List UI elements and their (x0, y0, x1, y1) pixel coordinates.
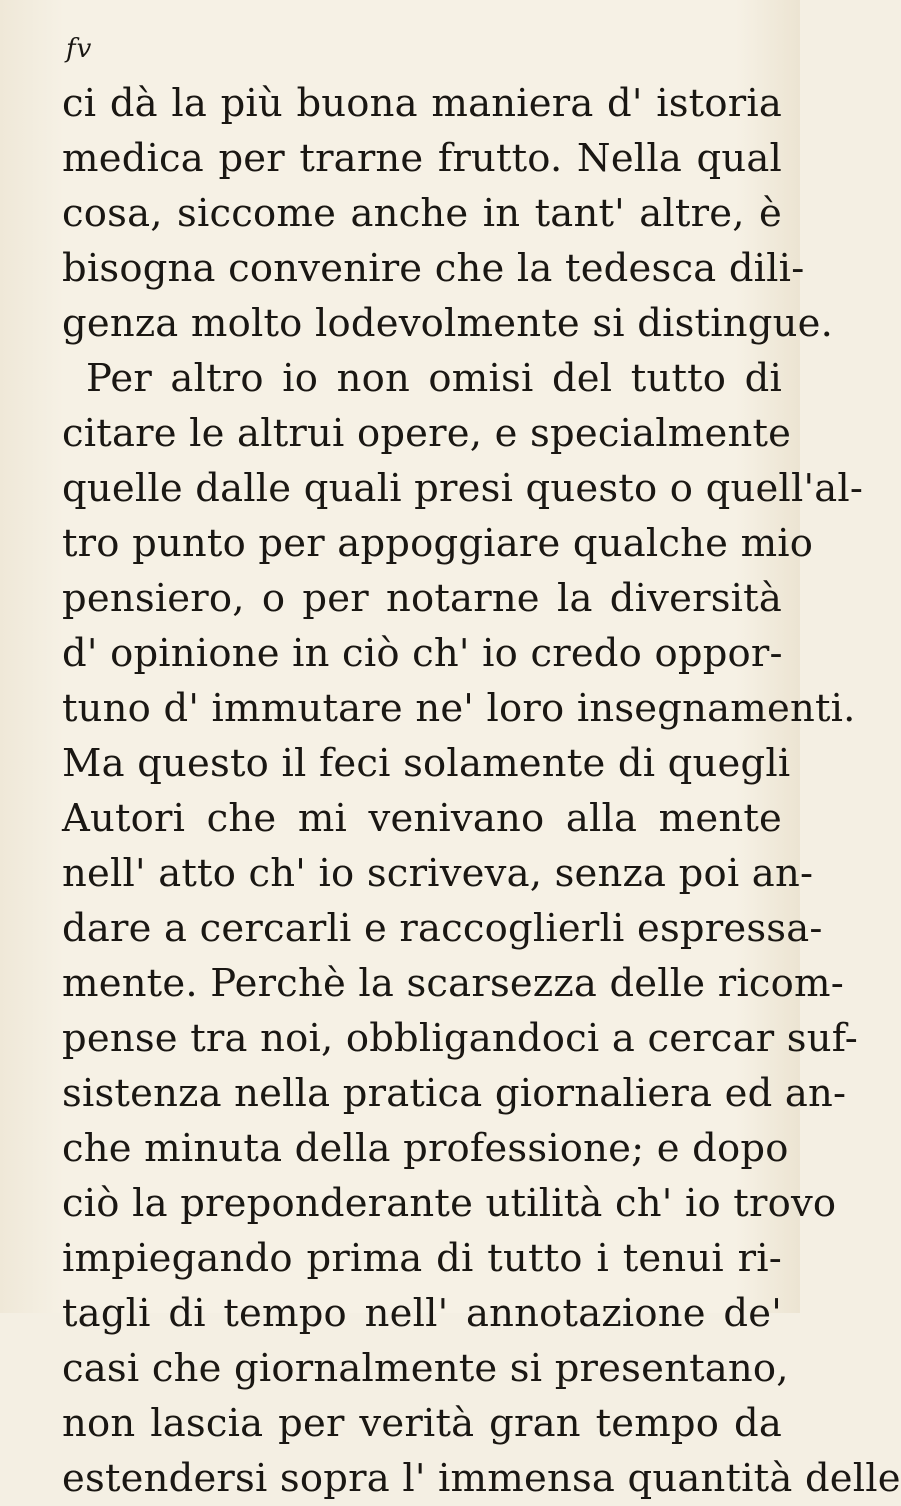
text-line: cosa, siccome anche in tant' altre, è (62, 191, 782, 236)
text-line: dare a cercarli e raccoglierli espressa- (62, 906, 823, 951)
text-line: ciò la preponderante utilità ch' io trovo (62, 1181, 837, 1226)
text-line: tagli di tempo nell' annotazione de' (62, 1291, 782, 1336)
text-line: bisogna convenire che la tedesca dili- (62, 246, 805, 291)
text-line: pensiero, o per notarne la diversità (62, 576, 782, 621)
signature-mark: fv (66, 34, 93, 64)
text-line: non lascia per verità gran tempo da (62, 1401, 782, 1446)
text-line: sistenza nella pratica giornaliera ed an- (62, 1071, 847, 1116)
text-line: ci dà la più buona maniera d' istoria (62, 81, 782, 126)
text-line: genza molto lodevolmente si distingue. (62, 301, 834, 346)
text-line: estendersi sopra l' immensa quantità delle (62, 1456, 901, 1501)
text-line: nell' atto ch' io scriveva, senza poi an- (62, 851, 814, 896)
text-line: mente. Perchè la scarsezza delle ricom- (62, 961, 844, 1006)
text-line: tro punto per appoggiare qualche mio (62, 521, 814, 566)
body-text (62, 76, 901, 1506)
text-line: d' opinione in ciò ch' io credo oppor- (62, 631, 783, 676)
text-line: casi che giornalmente si presentano, (62, 1346, 789, 1391)
text-line: medica per trarne frutto. Nella qual (62, 136, 782, 181)
text-line: Ma questo il feci solamente di quegli (62, 741, 791, 786)
text-line: quelle dalle quali presi questo o quell'al- (62, 466, 864, 511)
text-line: pense tra noi, obbligandoci a cercar suf- (62, 1016, 859, 1061)
text-line: impiegando prima di tutto i tenui ri- (62, 1236, 782, 1281)
text-line: Autori che mi venivano alla mente (62, 796, 782, 841)
text-line: che minuta della professione; e dopo (62, 1126, 789, 1171)
text-line: citare le altrui opere, e specialmente (62, 411, 792, 456)
text-line: tuno d' immutare ne' loro insegnamenti. (62, 686, 856, 731)
text-line: Per altro io non omisi del tutto di (86, 356, 782, 401)
